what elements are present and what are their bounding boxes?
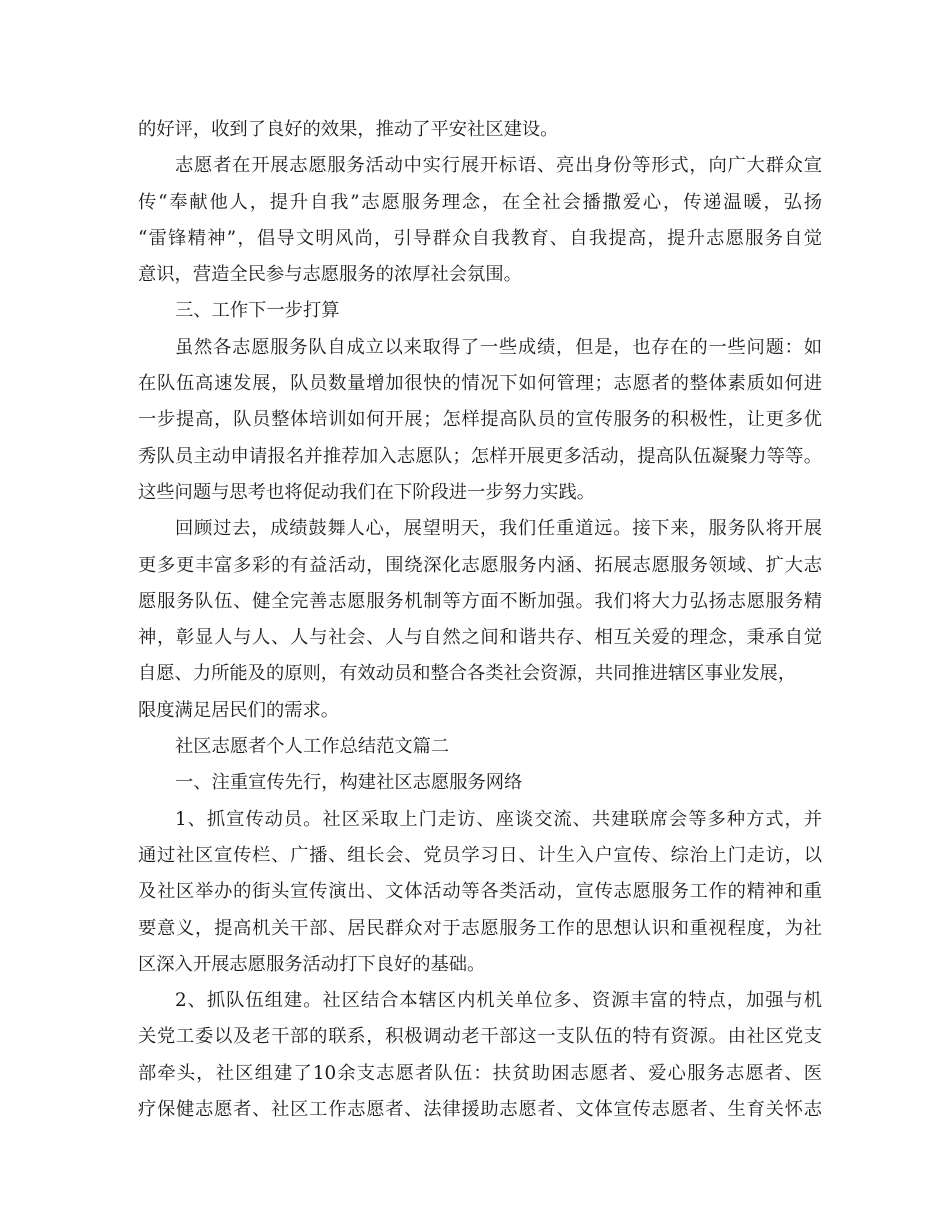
- text-line: 虽然各志愿服务队自成立以来取得了一些成绩，但是，也存在的一些问题：如: [175, 336, 822, 358]
- text-line: 区深入开展志愿服务活动打下良好的基础。: [138, 953, 486, 975]
- text-line: 更多更丰富多彩的有益活动，围绕深化志愿服务内涵、拓展志愿服务领域、扩大志: [138, 554, 822, 576]
- text-line: 1、抓宣传动员。社区采取上门走访、座谈交流、共建联席会等多种方式，并: [175, 808, 822, 830]
- text-line: 志愿者在开展志愿服务活动中实行展开标语、亮出身份等形式，向广大群众宣: [175, 155, 822, 177]
- text-line: 传“奉献他人，提升自我”志愿服务理念，在全社会播撒爱心，传递温暖，弘扬: [138, 191, 822, 213]
- text-line: 2、抓队伍组建。社区结合本辖区内机关单位多、资源丰富的特点，加强与机: [175, 990, 822, 1012]
- text-line: 一、注重宣传先行，构建社区志愿服务网络: [175, 772, 523, 794]
- text-line: 一步提高，队员整体培训如何开展；怎样提高队员的宣传服务的积极性，让更多优: [138, 409, 822, 431]
- text-line: 限度满足居民们的需求。: [138, 699, 340, 721]
- text-line: “雷锋精神”，倡导文明风尚，引导群众自我教育、自我提高，提升志愿服务自觉: [138, 227, 822, 249]
- text-line: 意识，营造全民参与志愿服务的浓厚社会氛围。: [138, 264, 522, 286]
- text-line: 疗保健志愿者、社区工作志愿者、法律援助志愿者、文体宣传志愿者、生育关怀志: [138, 1099, 822, 1121]
- text-line: 回顾过去，成绩鼓舞人心，展望明天，我们任重道远。接下来，服务队将开展: [175, 518, 822, 540]
- document-body: [138, 112, 822, 1128]
- text-line: 通过社区宣传栏、广播、组长会、党员学习日、计生入户宣传、综治上门走访，以: [138, 844, 822, 866]
- text-line: 神，彰显人与人、人与社会、人与自然之间和谐共存、相互关爱的理念，秉承自觉: [138, 627, 822, 649]
- text-line: 社区志愿者个人工作总结范文篇二: [175, 736, 450, 758]
- text-line: 自愿、力所能及的原则，有效动员和整合各类社会资源，共同推进辖区事业发展，: [138, 663, 797, 685]
- text-line: 这些问题与思考也将促动我们在下阶段进一步努力实践。: [138, 481, 596, 503]
- text-line: 愿服务队伍、健全完善志愿服务机制等方面不断加强。我们将大力弘扬志愿服务精: [138, 590, 822, 612]
- text-line: 部牵头，社区组建了10余支志愿者队伍：扶贫助困志愿者、爱心服务志愿者、医: [138, 1062, 822, 1084]
- text-line: 秀队员主动申请报名并推荐加入志愿队；怎样开展更多活动，提高队伍凝聚力等等。: [138, 445, 822, 467]
- text-line: 的好评，收到了良好的效果，推动了平安社区建设。: [138, 119, 559, 140]
- text-line: 在队伍高速发展，队员数量增加很快的情况下如何管理；志愿者的整体素质如何进: [138, 373, 822, 395]
- text-line: 关党工委以及老干部的联系，积极调动老干部这一支队伍的特有资源。由社区党支: [138, 1026, 822, 1048]
- text-line: 及社区举办的街头宣传演出、文体活动等各类活动，宣传志愿服务工作的精神和重: [138, 881, 822, 903]
- text-line: 三、工作下一步打算: [175, 300, 340, 322]
- text-line: 要意义，提高机关干部、居民群众对于志愿服务工作的思想认识和重视程度，为社: [138, 917, 822, 939]
